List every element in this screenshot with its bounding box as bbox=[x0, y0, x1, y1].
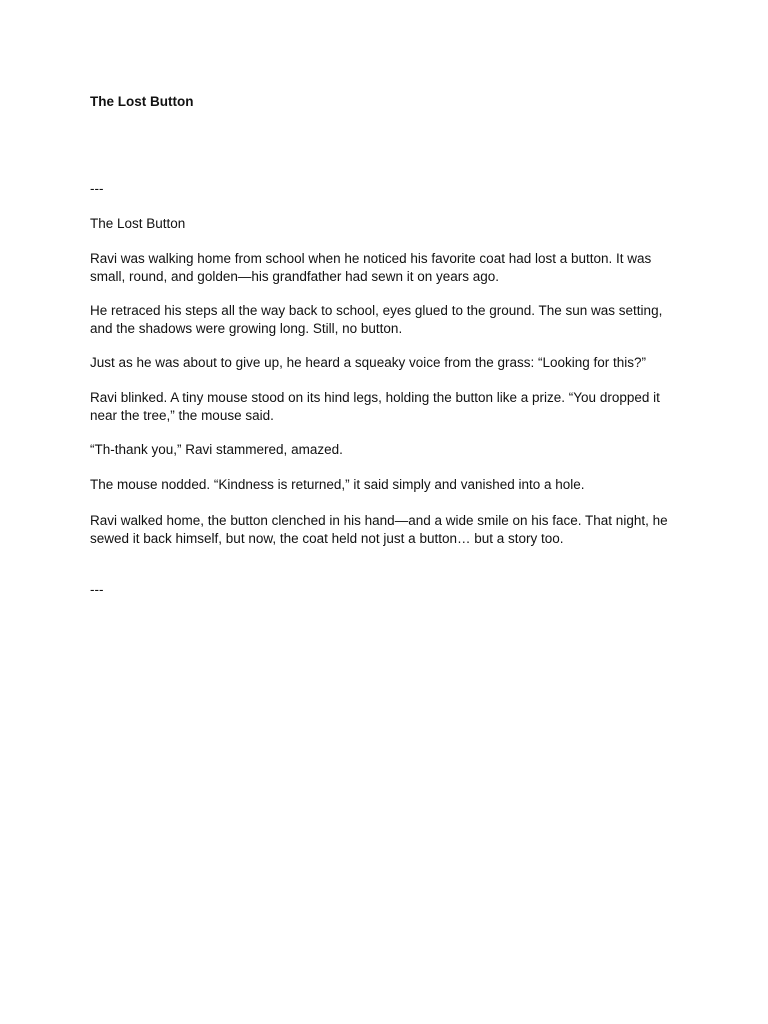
story-title: The Lost Button bbox=[90, 216, 186, 231]
paragraph-4: Ravi blinked. A tiny mouse stood on its hind legs, holding the button like a prize. “You dropped it near the tree,” the mouse said. bbox=[90, 390, 660, 423]
separator-bottom: --- bbox=[90, 582, 104, 597]
document-title: The Lost Button bbox=[90, 94, 194, 109]
paragraph-6: The mouse nodded. “Kindness is returned,” it said simply and vanished into a hole. bbox=[90, 477, 585, 492]
paragraph-5: “Th-thank you,” Ravi stammered, amazed. bbox=[90, 442, 343, 457]
document-page bbox=[90, 0, 690, 1024]
paragraph-1: Ravi was walking home from school when he noticed his favorite coat had lost a button. It was small, round, and golden—his grandfather had sewn it on years ago. bbox=[90, 251, 652, 284]
paragraph-3: Just as he was about to give up, he heard a squeaky voice from the grass: “Looking for this?” bbox=[90, 355, 647, 370]
paragraph-7: Ravi walked home, the button clenched in his hand—and a wide smile on his face. That night, he sewed it back himself, but now, the coat held not just a button… but a story too. bbox=[90, 513, 668, 546]
paragraph-2: He retraced his steps all the way back to school, eyes glued to the ground. The sun was setting, and the shadows were growing long. Still, no button. bbox=[90, 303, 663, 336]
separator-top: --- bbox=[90, 181, 104, 196]
